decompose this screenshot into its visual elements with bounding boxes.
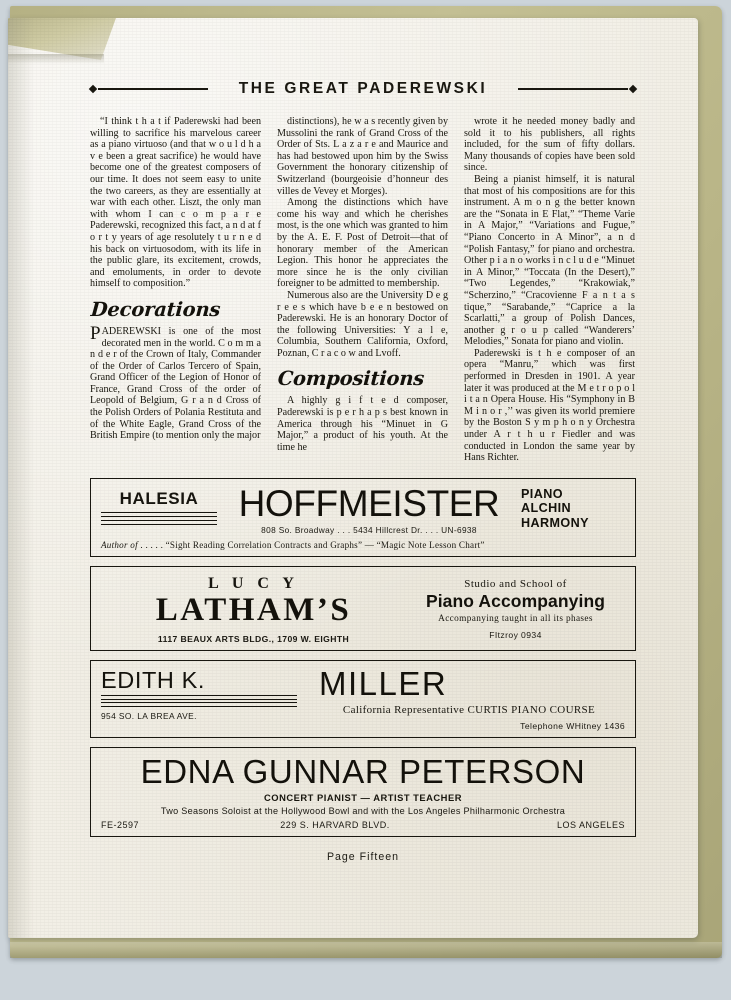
paragraph: “I think t h a t if Paderewski had been willing to sacrifice his marvelous career as a piano virtuoso (and that w o u l d h a v e been a great sacrifice) he would have become one of the greatest composers of our time. It does not seem easy to unite the two careers, as they are essentially at war with each other. Liszt, the only man with whom I can c o m p a r e Paderewski, recognized this fact, a n d at f o r t y years of age resolutely t u r n e d his back on virtuosodom, with its life in the public glare, its excitement, crowds, and emoluments, in order to devote himself to composition.” xyxy=(90,116,261,290)
author-dots: . . . . . xyxy=(140,539,164,550)
page-title: THE GREAT PADEREWSKI xyxy=(238,80,488,97)
paragraph: Paderewski is t h e composer of an opera “Manru,” which was first performed in Dresden in 1901. A year later it was produced at the M e t r o p o l i t a n Opera House. His “Symphony in B M i n o r ,’’ was given its world premiere by the Boston S y m p h o n y Orchestra under A r t h u r Fiedler and was conducted in London the same year by Hans Richter. xyxy=(464,347,635,464)
article-columns xyxy=(90,116,636,464)
page-folio: Page Fifteen xyxy=(326,850,400,863)
section-heading-decorations: Decorations xyxy=(90,297,222,321)
miller-last-name: MILLER xyxy=(319,664,448,702)
page-curl-shadow xyxy=(8,54,104,64)
latham-tagline: Accompanying taught in all its phases xyxy=(438,613,593,624)
miller-first-name: EDITH K. xyxy=(101,666,206,693)
latham-last-name: LATHAM’S xyxy=(155,591,352,628)
ad-edna-peterson[interactable] xyxy=(90,747,636,837)
peterson-contact-row xyxy=(101,820,625,830)
latham-first-name: L U C Y xyxy=(208,574,299,592)
rule xyxy=(101,516,217,517)
running-head-rule-right xyxy=(497,86,636,92)
hoffmeister-subjects xyxy=(521,485,625,531)
latham-service: Piano Accompanying xyxy=(425,590,606,611)
paragraph-with-dropcap xyxy=(90,322,261,442)
peterson-city: LOS ANGELES xyxy=(556,819,625,830)
latham-phone: FItzroy 0934 xyxy=(489,629,542,640)
article-column-1 xyxy=(90,116,261,442)
rule xyxy=(101,524,217,525)
diamond-ornament-icon xyxy=(89,85,97,93)
author-prefix: Author of xyxy=(101,539,138,550)
paragraph: Being a pianist himself, it is natural that most of his compositions are for this instrument. A m o n g the better known are the “Sonata in E Flat,” “Theme Varie in A Major,” “Variations and Fugue,” “Piano Concerto in A Minor”, a n d “Polish Fantasy,” for piano and orchestra. Other p i a n o works i n c l u d e “Minuet in A Minor,” “Toccata (In the Desert),” “Two Legendes,” “Krakowiak,” “Scherzino,” “Cracovienne F a n t a s tique,” “Sarabande,” “Caprice a la Scarlatti,” a group of Polish Dances, another g r o u p called “Wanderers’ Melodies,” Sonata for piano and violin. xyxy=(464,173,635,348)
peterson-credits: Two Seasons Soloist at the Hollywood Bowl and with the Los Angeles Philharmonic Orchestra xyxy=(160,805,566,816)
miller-address: 954 SO. LA BREA AVE. xyxy=(101,711,197,722)
latham-address: 1117 BEAUX ARTS BLDG., 1709 W. EIGHTH xyxy=(157,633,350,644)
rule xyxy=(101,699,297,700)
drop-cap: P xyxy=(90,322,101,344)
magazine-page xyxy=(8,18,698,938)
diamond-ornament-icon xyxy=(629,85,637,93)
paragraph: Among the distinctions which have come his way and which he cherishes most, is the one which was granted to him by the A. E. F. Post of Detroit—that of honorary member of the American Legion. This honor he appreciates the more since he is the only civilian foreigner to be admitted to membership. xyxy=(277,197,448,290)
miller-detail-block xyxy=(313,664,625,731)
section-heading-compositions: Compositions xyxy=(277,367,425,391)
hoffmeister-author-line xyxy=(101,540,625,550)
miller-telephone: Telephone WHitney 1436 xyxy=(520,720,625,731)
article-column-2 xyxy=(277,116,448,453)
paragraph-text: ADEREWSKI is one of the most decorated men in the world. C o m m a n d e r of the Crown of Italy, Commander of the Order of Carlos Tercero of Spain, Grand Officer of the Legion of Honor of France, Grand Cross of the order of Leopold of Belgium, G r a n d Cross of the Polish Orders of Polania Restituta and of the White Eagle, Grand Cross of the British Empire (to mention only the major xyxy=(90,325,261,442)
paragraph: A highly g i f t e d composer, Paderewski is p e r h a p s best known in America through his “Minuet in G Major,” a product of his youth. At the time he xyxy=(277,395,448,453)
miller-name-block xyxy=(101,667,313,721)
halesia-rule-stack xyxy=(101,512,217,525)
page-content xyxy=(90,78,636,863)
advertisement-section xyxy=(90,478,636,837)
ad-hoffmeister[interactable] xyxy=(90,478,636,557)
latham-name-block xyxy=(101,573,406,644)
rule xyxy=(101,520,217,521)
halesia-logo xyxy=(101,485,217,528)
miller-rule-stack xyxy=(101,695,297,707)
author-works: “Sight Reading Correlation Contracts and Graphs” — “Magic Note Lesson Chart” xyxy=(165,539,485,550)
running-head-rule-left xyxy=(90,86,229,92)
article-column-3 xyxy=(464,116,635,464)
rule xyxy=(101,706,297,707)
subject-harmony: HARMONY xyxy=(521,515,589,530)
rule xyxy=(101,512,217,513)
hoffmeister-name: HOFFMEISTER xyxy=(238,482,500,524)
hoffmeister-main xyxy=(217,482,521,535)
ad-lucy-latham[interactable] xyxy=(90,566,636,651)
subject-piano: PIANO xyxy=(521,486,563,501)
miller-representative: California Representative CURTIS PIANO COURSE xyxy=(342,703,596,716)
peterson-name: EDNA GUNNAR PETERSON xyxy=(140,752,586,790)
rule-line xyxy=(98,88,208,90)
page-gutter-shading xyxy=(8,18,34,938)
latham-service-block xyxy=(406,573,625,640)
rule xyxy=(101,695,297,696)
ad-edith-miller[interactable] xyxy=(90,660,636,738)
latham-studio-label: Studio and School of xyxy=(464,577,567,590)
peterson-title: CONCERT PIANIST — ARTIST TEACHER xyxy=(264,791,462,803)
peterson-address: 229 S. HARVARD BLVD. xyxy=(280,819,390,830)
paragraph: Numerous also are the University D e g r e e s which have b e e n bestowed on Paderewski. He is an honorary Doctor of the following Universities: Y a l e, Columbia, Southern California, Oxford, Poznan, C r a c o w and Lvoff. xyxy=(277,289,448,359)
hoffmeister-address: 808 So. Broadway . . . 5434 Hillcrest Dr. . . . UN-6938 xyxy=(261,524,477,535)
paragraph: wrote it he needed money badly and sold it to his publishers, all rights included, for the sum of fifty dollars. Many thousands of copies have been sold since. xyxy=(464,116,635,174)
running-head xyxy=(90,78,636,100)
peterson-phone: FE-2597 xyxy=(101,819,140,830)
rule-line xyxy=(518,88,628,90)
paragraph: distinctions), he w a s recently given by Mussolini the rank of Grand Cross of the Order of Sts. L a z a r e and Maurice and has had bestowed upon him by the Swiss Government the honorary citizenship of Switzerland (bourgeoisie d’honneur des villes de Vevey et Morges). xyxy=(277,116,448,197)
rule xyxy=(101,702,297,703)
subject-alchin: ALCHIN xyxy=(521,501,571,516)
halesia-wordmark: HALESIA xyxy=(119,488,199,508)
